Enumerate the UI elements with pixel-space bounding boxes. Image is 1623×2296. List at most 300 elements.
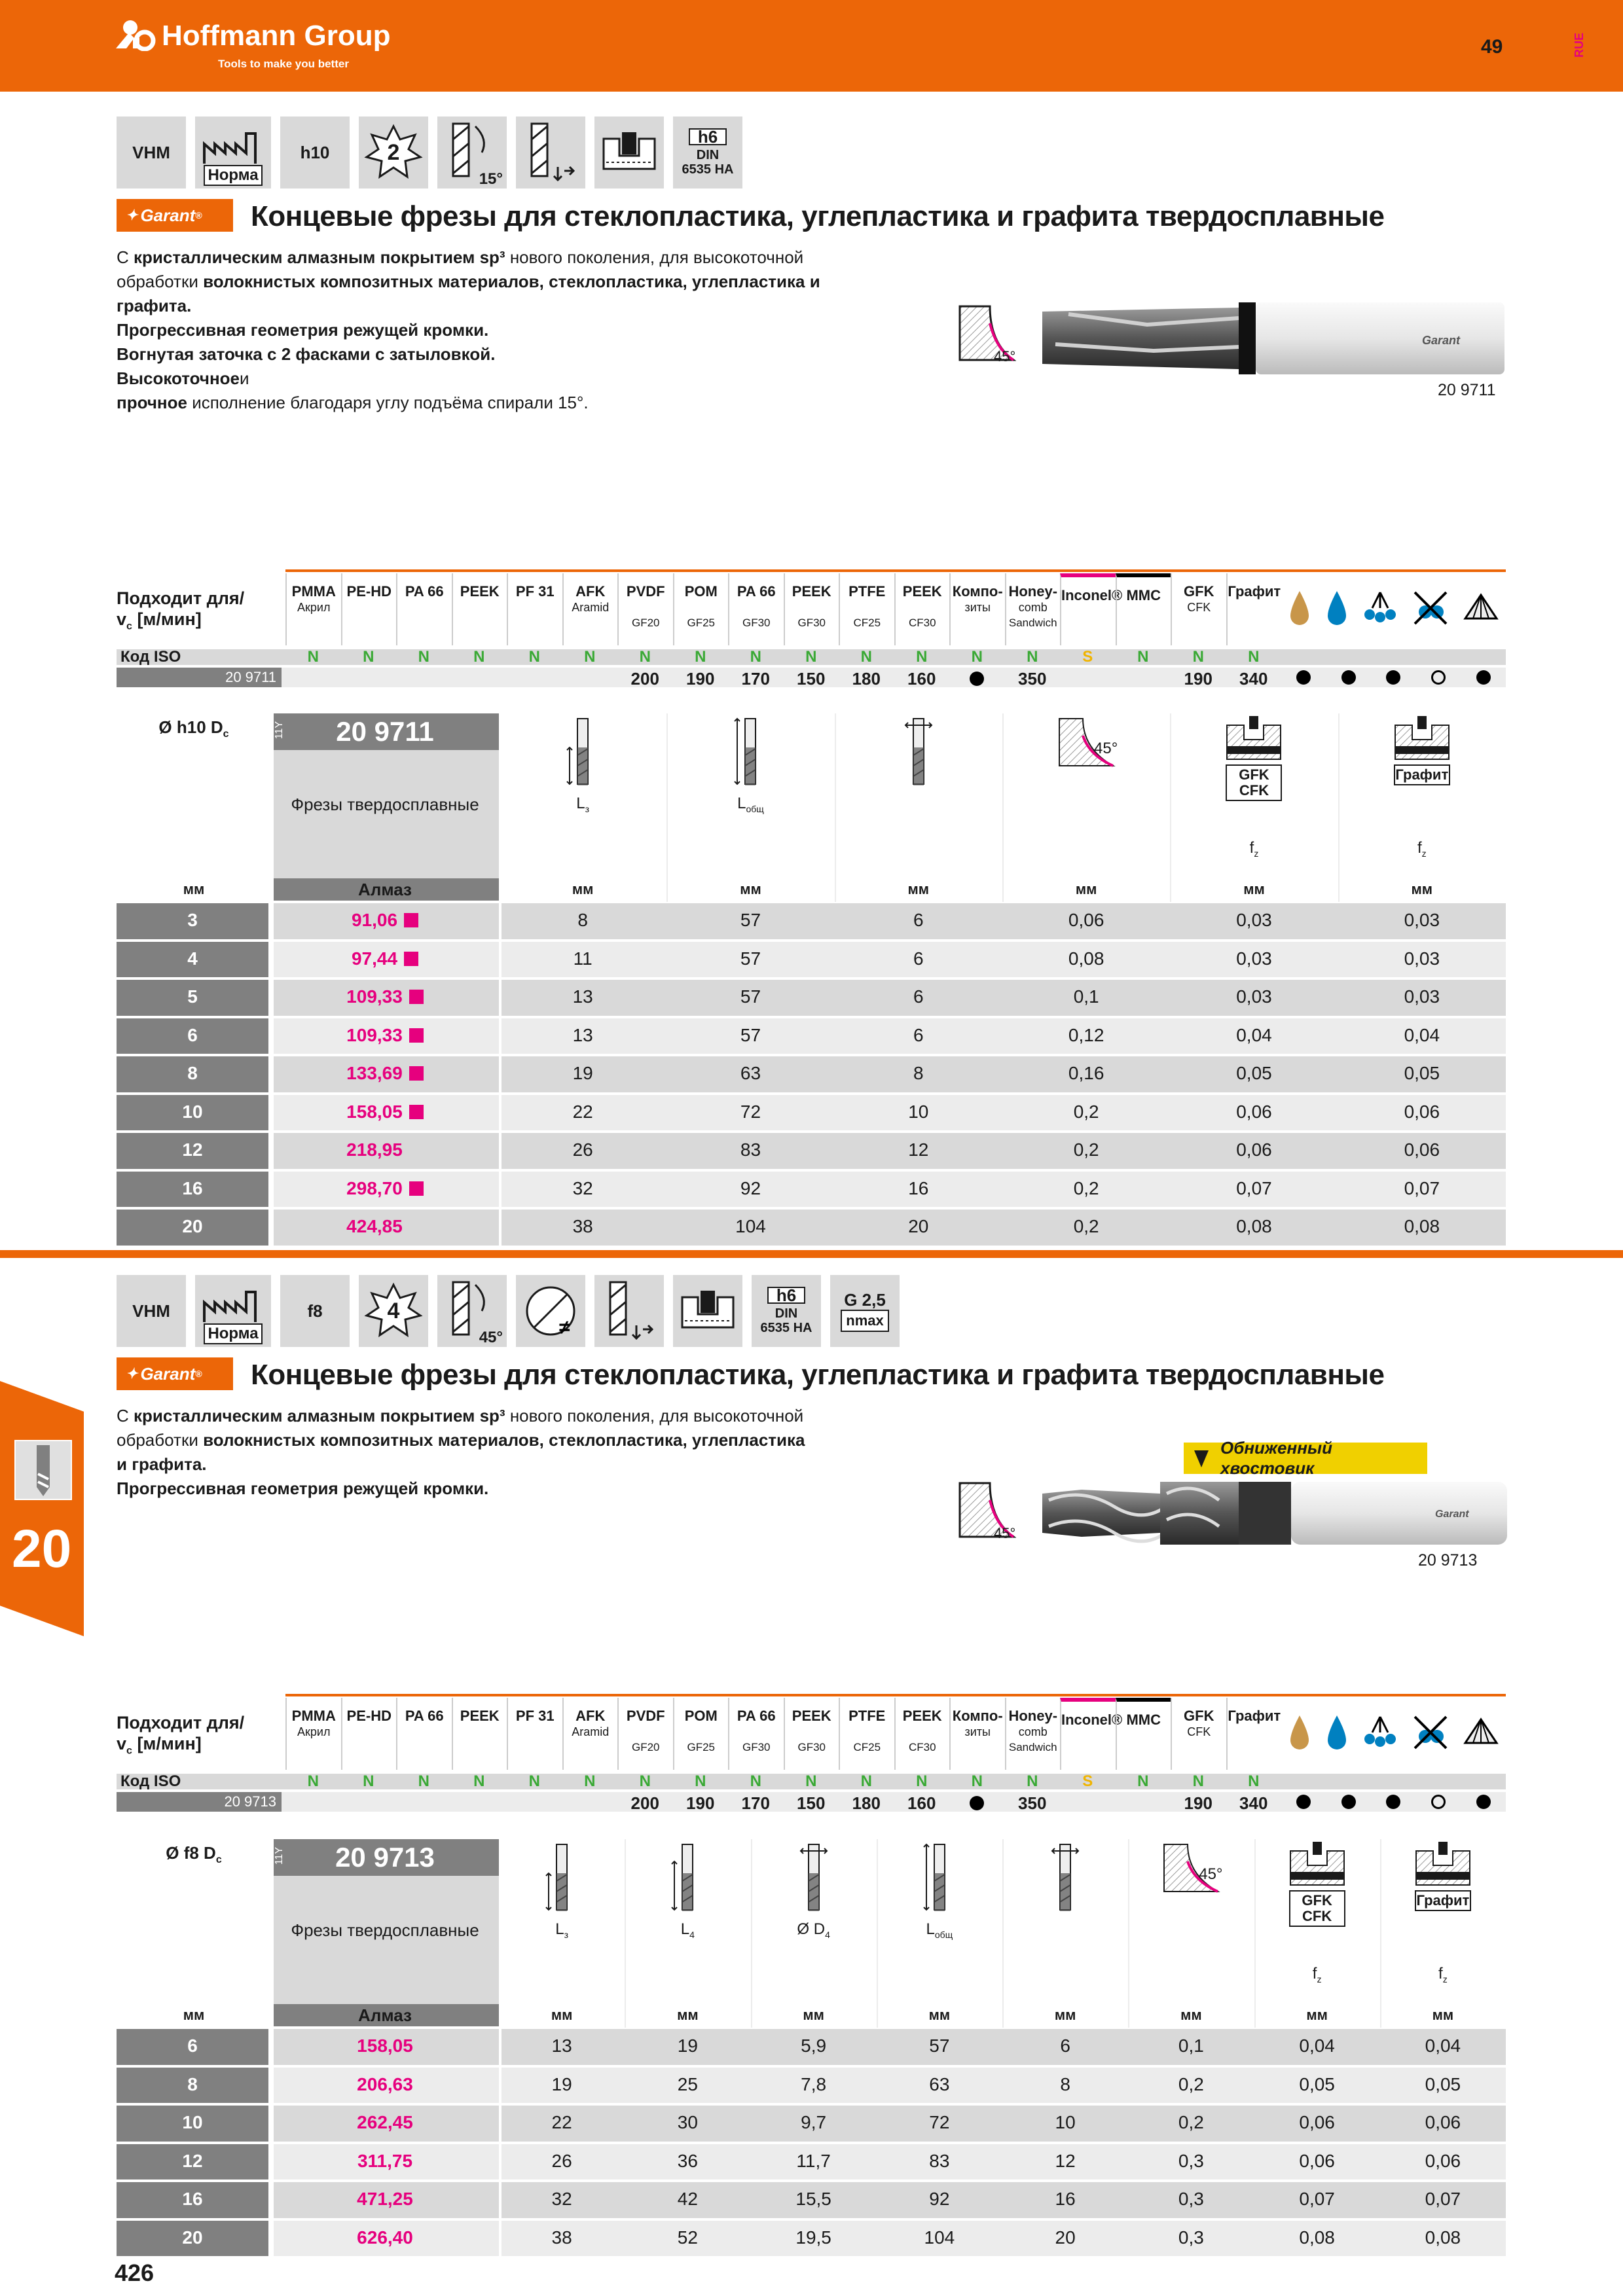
dim-header-label [1394, 764, 1450, 785]
dim-header-label [877, 1920, 1002, 1940]
desc-text: кристаллическим алмазным покрытием sp³ [134, 247, 505, 267]
desc-text: обработки [117, 1430, 204, 1450]
material-name: Inconel® [1061, 587, 1123, 603]
coolant-icons [1281, 573, 1506, 645]
flutes-icon [359, 1275, 428, 1347]
dim-value: 6 [913, 1024, 924, 1045]
desc-text: Высокоточное [117, 368, 240, 388]
stock-marker [409, 1066, 424, 1081]
grade-label: 11Y [274, 721, 285, 740]
price-cell [271, 1063, 499, 1084]
dim-value: 0,03 [1236, 910, 1272, 930]
price-cell [271, 1178, 499, 1199]
balance-max: max [854, 1312, 884, 1329]
dim-symbol: Графит [1395, 766, 1449, 783]
material-sub: comb [1018, 601, 1048, 614]
dim-symbol: Ø D [797, 1920, 826, 1938]
end-mill-icon [499, 716, 666, 793]
dim-value: 0,06 [1404, 1139, 1440, 1160]
iso-code: N [971, 1772, 983, 1790]
unit-label: мм [1075, 881, 1097, 897]
price: 471,25 [357, 2189, 413, 2209]
material-name: PEEK [792, 583, 831, 600]
row-diameter: 4 [187, 948, 198, 969]
dim-symbol: L [576, 795, 585, 812]
unequal-pitch-icon [516, 1275, 585, 1347]
material-name: PVDF [626, 1708, 665, 1724]
material-grade: GF30 [742, 1741, 771, 1753]
dim-value: 0,2 [1073, 1216, 1099, 1236]
iso-code: N [528, 648, 540, 666]
dim-symbol: GFK CFK [1302, 1892, 1332, 1924]
material-col [1171, 573, 1226, 645]
dim-value: 6 [913, 986, 924, 1007]
dim-header [1128, 1842, 1254, 2004]
iso-code: N [639, 648, 651, 666]
price-cell [271, 1025, 499, 1046]
unit-label: мм [740, 881, 761, 897]
col-gap [271, 1839, 274, 2259]
dim-header [1254, 1842, 1380, 2004]
desc-text: нового поколения, для высокоточной [505, 1406, 804, 1426]
vc-value: 350 [1018, 1793, 1047, 1813]
vc-value: 190 [686, 669, 715, 689]
col-gap [499, 1839, 501, 2259]
balance-grade: G 2,5 [844, 1290, 886, 1310]
material-col [507, 573, 562, 645]
material-name: PF 31 [515, 1708, 555, 1724]
dim-value: 19 [551, 2073, 572, 2094]
vc-value: 340 [1239, 1793, 1268, 1813]
material-col [1226, 1698, 1282, 1770]
dim-header [1380, 1842, 1506, 2004]
shank-tolerance: h6 [689, 128, 727, 145]
reduced-shank-label: Обниженный хвостовик [1184, 1443, 1427, 1474]
coolant-mark [1326, 1795, 1372, 1812]
dim-value: 9,7 [801, 2112, 827, 2132]
row-diameter: 8 [187, 1063, 198, 1083]
slot-milling-icon [594, 117, 664, 188]
material-col [1060, 573, 1123, 645]
norm-icon [195, 1275, 271, 1347]
vc-value [949, 669, 1005, 691]
no-coolant-icon [1411, 1713, 1450, 1755]
iso-code: N [695, 1772, 706, 1790]
dim-value: 0,06 [1299, 2150, 1335, 2171]
material-grade: CF30 [908, 617, 936, 629]
material-name: PA 66 [737, 583, 776, 600]
iso-code: N [528, 1772, 540, 1790]
dim-header-label [625, 1920, 750, 1940]
material-name: PA 66 [405, 1708, 444, 1724]
svg-text:Garant: Garant [1435, 1509, 1469, 1520]
material-grade: GF20 [631, 1741, 660, 1753]
dim-value: 0,1 [1178, 2036, 1204, 2056]
dim-value: 26 [572, 1139, 593, 1160]
dim-value: 19 [572, 1063, 593, 1083]
diameter-heading [117, 1843, 271, 1866]
feed-label [1170, 839, 1338, 859]
price: 109,33 [346, 1024, 403, 1045]
hoffmann-logo-icon [115, 18, 156, 51]
vc-heading [117, 609, 285, 637]
dim-value: 6 [913, 910, 924, 930]
coolant-mark [1371, 1795, 1416, 1812]
din-label: DIN [775, 1306, 798, 1321]
dim-value: 0,3 [1178, 2227, 1204, 2248]
coolant-mark [1371, 670, 1416, 688]
coolant-mark [1326, 670, 1372, 688]
coating-label: Алмаз [358, 880, 412, 899]
material-grade: GF25 [687, 617, 716, 629]
tolerance-icon: h10 [280, 117, 350, 188]
stock-marker [409, 1105, 424, 1119]
material-col [728, 1698, 784, 1770]
svg-text:Garant: Garant [1422, 334, 1461, 347]
material-grade: GF30 [797, 617, 826, 629]
iso-code: N [860, 1772, 872, 1790]
iso-code: N [1248, 648, 1260, 666]
vc-heading [117, 1733, 285, 1761]
material-col [728, 573, 784, 645]
no-coolant-icon [1411, 588, 1450, 631]
dim-value: 10 [1055, 2112, 1076, 2132]
dim-value: 0,03 [1404, 986, 1440, 1007]
material-name: GFK [1184, 583, 1214, 600]
dim-value: 8 [1060, 2073, 1070, 2094]
vc-value: 170 [741, 669, 770, 689]
price-cell [271, 986, 499, 1007]
material-name: Honey- [1008, 1708, 1058, 1724]
dim-value: 19,5 [795, 2227, 831, 2248]
dim-header-label: 45° [1094, 740, 1118, 757]
end-mill-icon [835, 716, 1002, 793]
stock-marker [409, 1181, 424, 1196]
vc-symbol: v [117, 609, 127, 629]
material-name: Компо- [952, 583, 1003, 600]
suits-label [117, 588, 285, 637]
material-col [839, 1698, 894, 1770]
material-col [452, 573, 507, 645]
dim-value: 0,08 [1425, 2227, 1461, 2248]
dim-value: 72 [740, 1101, 761, 1122]
dim-symbol: L [680, 1920, 690, 1938]
material-col [949, 1698, 1005, 1770]
row-diameter: 10 [182, 2112, 203, 2132]
coolant-icons [1281, 1698, 1506, 1770]
material-sub: comb [1018, 1725, 1048, 1738]
price-cell [271, 2151, 499, 2172]
material-col [562, 1698, 618, 1770]
material-grade: Sandwich [1008, 1741, 1057, 1753]
chapter-tab [0, 1381, 84, 1636]
coolant-mark [1281, 670, 1326, 688]
dim-value: 42 [677, 2189, 698, 2209]
vc-value: 190 [686, 1793, 715, 1813]
end-mill-icon [1002, 1842, 1128, 1918]
dim-value: 0,3 [1178, 2150, 1204, 2171]
dim-header [751, 1842, 877, 2004]
feed-label [1380, 1965, 1506, 1984]
drill-chapter-icon [14, 1440, 72, 1500]
price: 424,85 [346, 1216, 403, 1236]
coating-label: Алмаз [358, 2005, 412, 2025]
feed-subscript: z [1421, 848, 1427, 859]
dim-value: 0,03 [1404, 910, 1440, 930]
s2-title: Концевые фрезы для стеклопластика, углепластика и графита твердосплавные [251, 1359, 1385, 1391]
material-col [1005, 573, 1061, 645]
coolant-mark [1416, 670, 1461, 688]
end-mill-icon [666, 716, 834, 793]
dim-value: 0,07 [1236, 1177, 1272, 1198]
dim-header [877, 1842, 1002, 2004]
material-name: PEEK [902, 583, 942, 600]
material-name: Графит [1228, 583, 1281, 600]
dim-value: 0,07 [1404, 1177, 1440, 1198]
dim-value: 0,1 [1073, 986, 1099, 1007]
dim-value: 57 [929, 2036, 950, 2056]
slot-icon [1380, 1842, 1506, 1892]
feed-symbol: f [1438, 1965, 1443, 1982]
iso-code: N [1137, 648, 1149, 666]
row-diameter: 8 [187, 2073, 198, 2094]
iso-code: N [473, 648, 485, 666]
material-name: AFK [575, 583, 606, 600]
dim-value: 10 [908, 1101, 929, 1122]
material-name: MMC [1126, 1712, 1161, 1728]
helix-angle-label: 45° [479, 1329, 503, 1346]
dim-value: 0,06 [1425, 2112, 1461, 2132]
dim-value: 57 [740, 1024, 761, 1045]
dim-value: 22 [572, 1101, 593, 1122]
price-cell [271, 1102, 499, 1122]
dim-header [625, 1842, 750, 2004]
dim-subscript: общ [934, 1929, 953, 1940]
desc-text: нового поколения, для высокоточной [505, 247, 804, 267]
vc-article: 20 9711 [225, 669, 276, 685]
stock-marker [404, 952, 418, 966]
dim-value: 0,08 [1299, 2227, 1335, 2248]
material-grade: GF25 [687, 1741, 716, 1753]
dim-header-label [751, 1920, 877, 1940]
dim-header-label [499, 1920, 625, 1940]
material-name: PEEK [792, 1708, 831, 1724]
dim-value: 63 [740, 1063, 761, 1083]
s1-tool-image [1042, 298, 1514, 382]
material-name: Компо- [952, 1708, 1003, 1724]
chamfer-45-icon [957, 304, 1016, 366]
iso-code: N [418, 648, 429, 666]
iso-code: N [750, 1772, 761, 1790]
material-col [341, 573, 397, 645]
dim-value: 0,08 [1068, 948, 1104, 969]
row-diameter: 5 [187, 986, 198, 1007]
dim-value: 11 [573, 948, 593, 969]
material-grade: Sandwich [1008, 617, 1057, 629]
suitable-dot [1341, 670, 1356, 685]
s2-tool-image [1042, 1474, 1514, 1556]
desc-text: С [117, 1406, 134, 1426]
desc-text: и графита. [117, 1454, 207, 1474]
chamfer-45-icon [957, 1480, 1016, 1543]
desc-line [117, 1452, 922, 1477]
dim-symbol: L [926, 1920, 935, 1938]
material-col [1060, 1698, 1123, 1770]
price-cell [271, 2074, 499, 2095]
vc-article: 20 9713 [224, 1793, 276, 1810]
end-mill-icon [751, 1842, 877, 1918]
price: 626,40 [357, 2227, 413, 2248]
price-cell [271, 2036, 499, 2056]
unit-label: мм [803, 2007, 824, 2023]
unit-label: мм [551, 2007, 573, 2023]
dim-symbol: GFK CFK [1239, 766, 1269, 798]
flutes-count: 2 [387, 139, 400, 165]
material-name: PA 66 [737, 1708, 776, 1724]
dim-value: 13 [572, 1024, 593, 1045]
material-sub: Акрил [297, 601, 331, 614]
iso-code: N [750, 648, 761, 666]
material-col [285, 573, 341, 645]
material-col [507, 1698, 562, 1770]
dim-header [1002, 1842, 1128, 2004]
price: 91,06 [351, 910, 398, 930]
dim-symbol: L [555, 1920, 564, 1938]
page-number: 426 [115, 2259, 155, 2286]
material-grade: CF25 [853, 1741, 881, 1753]
s2-article-number: 20 9713 [1418, 1551, 1478, 1570]
vc-symbol: v [117, 1734, 127, 1753]
row-diameter: 16 [182, 1177, 203, 1198]
dim-value: 0,07 [1425, 2189, 1461, 2209]
material-name: Honey- [1008, 583, 1058, 600]
material-col [839, 573, 894, 645]
dim-value: 22 [551, 2112, 572, 2132]
coolant-mark [1461, 1795, 1506, 1812]
dim-value: 0,08 [1236, 1216, 1272, 1236]
unit-label: мм [1432, 2007, 1454, 2023]
dim-value: 0,04 [1404, 1024, 1440, 1045]
unit-label: мм [907, 881, 930, 897]
arrow-down-icon [1193, 1449, 1210, 1469]
dim-value: 0,05 [1425, 2073, 1461, 2094]
desc-text: кристаллическим алмазным покрытием sp³ [134, 1406, 505, 1426]
dim-value: 13 [572, 986, 593, 1007]
price-cell [271, 2112, 499, 2133]
material-name: POM [684, 583, 718, 600]
dry-drop-icon [1286, 588, 1313, 631]
air-blast-icon [1461, 1713, 1501, 1755]
slot-icon [1254, 1842, 1380, 1892]
dim-value: 0,03 [1236, 986, 1272, 1007]
dim-value: 57 [740, 910, 761, 930]
dim-header [1170, 716, 1338, 878]
dim-value: 104 [924, 2227, 955, 2248]
dim-value: 52 [677, 2227, 698, 2248]
s1-description [117, 245, 922, 415]
suitable-dot [1296, 670, 1311, 685]
vc-value: 160 [907, 669, 936, 689]
iso-code: N [473, 1772, 485, 1790]
diameter-subscript: c [223, 728, 229, 740]
row-diameter: 12 [182, 1139, 203, 1160]
grade-label: 11Y [274, 1847, 285, 1865]
material-name: POM [684, 1708, 718, 1724]
dim-value: 0,07 [1299, 2189, 1335, 2209]
dim-value: 36 [677, 2150, 698, 2171]
coolant-mark [1416, 1795, 1461, 1812]
iso-code: N [584, 648, 596, 666]
dim-value: 0,08 [1404, 1216, 1440, 1236]
dim-header-label: 45° [1199, 1865, 1223, 1883]
helix-angle-icon [437, 117, 507, 188]
header-rule [285, 1694, 1506, 1696]
material-name: PEEK [460, 583, 500, 600]
col-gap [499, 713, 501, 1248]
unit-label: мм [928, 2007, 951, 2023]
tolerance-icon: f8 [280, 1275, 350, 1347]
suits-heading: Подходит для/ [117, 588, 245, 608]
dim-value: 6 [1060, 2036, 1070, 2056]
dim-value: 0,03 [1404, 948, 1440, 969]
iso-code: N [805, 1772, 817, 1790]
coolant-mark [1281, 1795, 1326, 1812]
material-name: Графит [1228, 1708, 1281, 1724]
coolant-mark [1461, 670, 1506, 688]
unit-label: мм [183, 881, 205, 897]
dim-value: 16 [908, 1177, 929, 1198]
dim-value: 0,06 [1299, 2112, 1335, 2132]
price: 109,33 [346, 986, 403, 1007]
header-bar [0, 0, 1623, 92]
material-col [1171, 1698, 1226, 1770]
material-name: MMC [1126, 587, 1161, 603]
dim-value: 12 [1055, 2150, 1076, 2171]
price: 158,05 [357, 2036, 413, 2056]
desc-text: волокнистых композитных материалов, стеклопластика, углепластика и [203, 272, 820, 291]
feed-subscript: z [1442, 1973, 1448, 1984]
price-cell [271, 1139, 499, 1160]
iso-code: N [584, 1772, 596, 1790]
conditional-dot [1431, 670, 1446, 685]
desc-line [117, 391, 922, 415]
shank-din-icon [752, 1275, 821, 1347]
s1-feature-icons [117, 117, 742, 188]
dim-value: 15,5 [795, 2189, 831, 2209]
unit-label: мм [572, 881, 594, 897]
material-col [673, 1698, 729, 1770]
brand-tagline: Tools to make you better [218, 58, 349, 70]
norm-icon [195, 117, 271, 188]
material-name: PTFE [848, 1708, 886, 1724]
material-col [1226, 573, 1282, 645]
dim-subscript: 4 [825, 1929, 830, 1940]
price: 133,69 [346, 1063, 403, 1083]
price: 298,70 [346, 1177, 403, 1198]
dim-value: 12 [908, 1139, 929, 1160]
dim-header-label [666, 795, 834, 814]
desc-line [117, 342, 922, 367]
dim-header-label [1415, 1890, 1471, 1911]
vc-value: 150 [797, 669, 826, 689]
stock-marker [409, 990, 424, 1004]
dim-value: 0,2 [1178, 2073, 1204, 2094]
dim-header [666, 716, 834, 878]
product-description: Фрезы твердосплавные [291, 795, 479, 814]
price-cell [271, 948, 499, 969]
iso-code: N [860, 648, 872, 666]
material-name: PA 66 [405, 583, 444, 600]
